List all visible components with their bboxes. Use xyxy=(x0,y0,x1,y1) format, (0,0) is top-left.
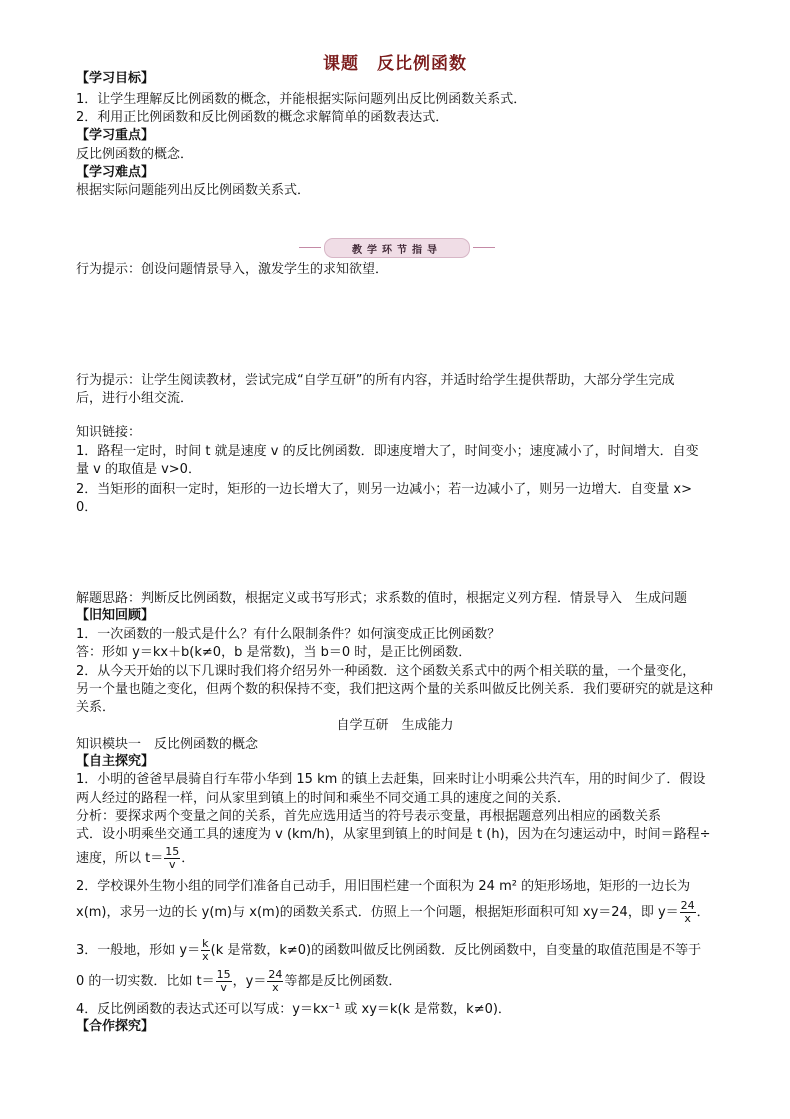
fraction-numerator: 24 xyxy=(268,968,283,981)
fraction-denominator: x xyxy=(684,912,691,925)
link-2-line-1: 2．当矩形的面积一定时，矩形的一边长增大了，则另一边减小；若一边减小了，则另一边增大．自变量 x> xyxy=(76,482,692,497)
review-question-2-line-3: 关系． xyxy=(76,700,116,715)
fraction-denominator: x xyxy=(272,981,279,994)
review-header: 【旧知回顾】 xyxy=(76,608,155,623)
hint-1: 行为提示：创设问题情景导入，激发学生的求知欲望． xyxy=(76,262,389,277)
analysis-line-2: 式．设小明乘坐交通工具的速度为 v (km/h)，从家里到镇上的时间是 t (h)，因为在匀速运动中，时间＝路程÷ xyxy=(76,827,711,842)
fraction-24-over-x xyxy=(267,969,283,994)
fraction-denominator: v xyxy=(168,858,176,871)
review-answer-1: 答：形如 y＝kx＋b(k≠0，b 是常数)，当 b＝0 时，是正比例函数． xyxy=(76,645,472,660)
problem-3-text-c: 0 的一切实数．比如 t＝ xyxy=(76,974,215,989)
fraction-denominator: v xyxy=(220,981,227,994)
fraction-k-over-x xyxy=(201,938,210,963)
problem-2-line-2-text: x(m)，求另一边的长 y(m)与 x(m)的函数关系式．仿照上一个问题，根据矩形面积可知 xy＝24，即 y＝ xyxy=(76,905,679,920)
fraction-numerator: 15 xyxy=(216,968,231,981)
review-question-2-line-2: 另一个量也随之变化，但两个数的积保持不变，我们把这两个量的关系叫做反比例关系．我们要研究的就是这种 xyxy=(76,682,714,697)
fraction-numerator: 15 xyxy=(165,845,180,858)
goals-header: 【学习目标】 xyxy=(76,71,155,86)
goal-item-1: 1．让学生理解反比例函数的概念，并能根据实际问题列出反比例函数关系式． xyxy=(76,92,527,107)
solve-tip: 解题思路：判断反比例函数，根据定义或书写形式；求系数的值时，根据定义列方程．情景导入 生成问题 xyxy=(76,591,688,606)
problem-1-line-2: 两人经过的路程一样，问从家里到镇上的时间和乘坐不同交通工具的速度之间的关系． xyxy=(76,791,571,806)
fraction-denominator: x xyxy=(202,950,209,963)
analysis-line-3 xyxy=(76,846,194,871)
self-explore-header: 【自主探究】 xyxy=(76,754,155,769)
problem-3-text-e: 等都是反比例函数． xyxy=(284,974,402,989)
hint-2-line-1: 行为提示：让学生阅读教材，尝试完成“自学互研”的所有内容，并适时给学生提供帮助，大部分学生完成 xyxy=(76,373,675,388)
page-title: 课题 反比例函数 xyxy=(323,54,467,74)
problem-3-text-b: (k 是常数，k≠0)的函数叫做反比例函数．反比例函数中，自变量的取值范围是不等于 xyxy=(210,943,702,958)
fraction-15-over-v xyxy=(164,846,180,871)
fraction-numerator: 24 xyxy=(680,899,695,912)
problem-3-line-1 xyxy=(76,938,701,963)
focus-text: 反比例函数的概念． xyxy=(76,147,194,162)
hint-2-line-2: 后，进行小组交流． xyxy=(76,391,194,406)
problem-3-text-a: 3．一般地，形如 y＝ xyxy=(76,943,201,958)
link-header: 知识链接： xyxy=(76,425,142,440)
analysis-line-1: 分析：要探求两个变量之间的关系，首先应选用适当的符号表示变量，再根据题意列出相应的函数关系 xyxy=(76,809,662,824)
review-question-2-line-1: 2．从今天开始的以下几课时我们将介绍另外一种函数．这个函数关系式中的两个相关联的量，一个量变化， xyxy=(76,664,696,679)
period: ． xyxy=(181,851,195,866)
period: ． xyxy=(696,905,710,920)
problem-3-text-d: ，y＝ xyxy=(232,974,267,989)
problem-3-line-2 xyxy=(76,969,401,994)
review-question-1: 1．一次函数的一般式是什么？有什么限制条件？如何演变成正比例函数？ xyxy=(76,627,501,642)
teaching-guide-badge xyxy=(324,238,470,258)
badge-label: 教学环节指导 xyxy=(352,244,442,256)
problem-2-line-2 xyxy=(76,900,710,925)
fraction-24-over-x xyxy=(680,900,696,925)
fraction-15-over-v xyxy=(216,969,232,994)
link-2-line-2: 0． xyxy=(76,500,98,515)
difficulty-text: 根据实际问题能列出反比例函数关系式． xyxy=(76,183,311,198)
problem-2-line-1: 2．学校课外生物小组的同学们准备自己动手，用旧围栏建一个面积为 24 m² 的矩形场地，矩形的一边长为 xyxy=(76,879,691,894)
problem-4: 4．反比例函数的表达式还可以写成：y＝kx⁻¹ 或 xy＝k(k 是常数，k≠0)． xyxy=(76,1002,511,1017)
section-title: 自学互研 生成能力 xyxy=(336,718,454,733)
fraction-numerator: k xyxy=(202,937,209,950)
link-1-line-1: 1．路程一定时，时间 t 就是速度 v 的反比例函数．即速度增大了，时间变小；速度减小了，时间增大．自变 xyxy=(76,444,699,459)
module-1-title: 知识模块一 反比例函数的概念 xyxy=(76,737,259,752)
problem-1-line-1: 1．小明的爸爸早晨骑自行车带小华到 15 km 的镇上去赶集，回来时让小明乘公共汽车，用的时间少了．假设 xyxy=(76,772,706,787)
link-1-line-2: 量 v 的取值是 v>0． xyxy=(76,462,201,477)
focus-header: 【学习重点】 xyxy=(76,128,155,143)
analysis-line-3-text: 速度，所以 t＝ xyxy=(76,851,164,866)
difficulty-header: 【学习难点】 xyxy=(76,165,155,180)
goal-item-2: 2．利用正比例函数和反比例函数的概念求解简单的函数表达式． xyxy=(76,110,449,125)
cooperative-explore-header: 【合作探究】 xyxy=(76,1019,155,1034)
